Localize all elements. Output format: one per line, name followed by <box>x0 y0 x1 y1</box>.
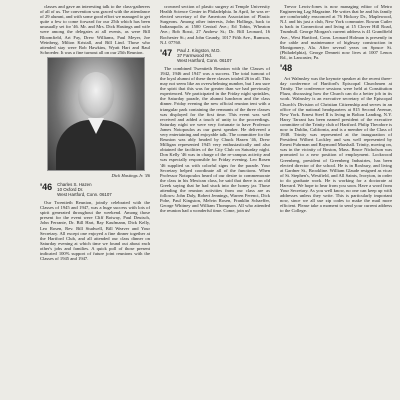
middle-column <box>160 4 270 396</box>
class-46-header <box>40 182 150 197</box>
class-year-46: '46 <box>40 182 53 193</box>
class-46-notes: Our Twentieth Reunion, jointly celebrated with the Classes of 1945 and 1947, was a huge success with lots of spirit generated throughout the weekend. Among those present for the event were Cliff Botway, Paul Deutsch, John Ferrante, Dr. Bill Hart, Ray Kaufmann, Dick Kelly, Leo Rosen, Rev. Bill Studwell, Bill Weaver and Your Secretary. All except one enjoyed a fine dinner together at the Hartford Club, and all attended our class dinner on Saturday evening at which time we found out about each other's jobs and families. A quick poll of those present indicated 100% support of future joint reunions with the Classes of 1945 and 1947. <box>40 200 150 262</box>
portrait-photo <box>47 57 145 171</box>
right-column <box>280 4 392 396</box>
class-45-notes: classes and gave an interesting talk to the class-gatherers of all of us. The convention was graced with the attendance of 29 alumni, and with some good effort we managed to get quite a few to come forward for our 25th which has been unusually set for '46. Mr. and Mrs. Dick Hastings and wife were among the delegates at all events, as were Bill Bloomfield, Art Fay, Drew Williams, Paul Meyer, Joe Weinberg, Milton Kristall, and Bill Lind. Those who attended stay were Bob Hawkins, Wyatt Hart and Raul Schroeder. It was a fine turnout all on our 25th Reunion. <box>40 4 150 55</box>
portrait-head <box>78 72 114 118</box>
address-line-1: 37 Farmwood Rd. <box>177 52 213 58</box>
secretary-name: Charles S. Hazen <box>57 182 92 188</box>
class-47-secretary-address <box>177 48 232 63</box>
class-46-notes-continued: crowned section of plastic surgery at Temple University Health Science Center in Philadelphia. In April, he was re-elected secretary of the American Association of Plastic Surgeons. Among other interests, John Hollings, back to Indianapolis at 1500 Central Ave.; Ed Tobin, Wheaton Ave.; Bob Rossi, 27 Andrew St.; Dr. Bill Leonard, 16 Rochester St.; and John Grundy, 1017 Fifth Ave., Rumson, N.J. 07760. <box>160 4 270 45</box>
class-year-48: '48 <box>280 63 293 74</box>
class-47-header <box>160 48 270 63</box>
class-47-notes-continued: Trevor Lewis-Jones is now managing editor of Metro Engineering Lag Magazine. He writes that he and his family are comfortably ensconced at 76 Hickory Dr., Maplewood, N.J. and his just a club, New York commuter. Rowan Cutler is back in Connecticut and living at 15 Clover Hill Road, Trumbull. George Morgan's current address is 41 Grandfield Ave., West Hartford, Conn. Leonard Holman is presently in the cable and maintenance of highway construction in Montgomery, Ala. After several years on Spruce St. (Philadelphia), George Dennett now lives at 1007 Lenox Rd., in Lancaster, Pa. <box>280 4 392 60</box>
address-line-1: 10 Oxford Dr. <box>57 187 84 193</box>
class-47-notes: The combined Twentieth Reunion with the Classes of 1942, 1946 and 1947 was a success. The total turnout of the loyal alumni of these three classes totaled 26 in all. This may not seem like an overwhelming number, but I am sure the spirit that this was far greater than we had previously experienced. We participated in the Friday night sprinkles, the Saturday parade, the alumni luncheon and the class dinner. Friday evening the new official reunion tent with a triangular park containing the remnants of the three classes was displayed for the first time. This event was well received and added a touch of unity to the proceedings. Saturday night we were very fortunate to have Professor James Notopoulos as our guest speaker. He delivered a very entertaining and enjoyable talk. The committee for the Reunion was ably headed by Chuck Hazen '46, Drew Milligan represented 1945 very enthusiastically and also obtained the facilities of the City Club on Saturday night. Don Kelly '46 was in charge of the re-campus activity and was especially responsible for Friday evening. Leo Rosen '46 supplied us with colorful signs for the parade. Your Secretary helped coordinate all of the functions. When Professor Notopoulos heard of our desire to commemorate the class in his Mexican class, he said that there is an old Greek saying that he had stuck into the honey jar. Those attending the reunion activities from our class are as follows: John Daly, Robert Jennings, Warren Ferenci, Dick Pohe, Paul Kingston, Melvin Rosen, Franklin Schaeffer, George Whitney and William Thompson. All who attended the reunion had a wonderful time. Come, join us! <box>160 65 270 214</box>
class-46-secretary-address <box>57 182 112 197</box>
class-48-notes: Art Walmsley was the keynote speaker at the recent three-day conference of Hartford's Episcopal Churchmen at Trinity. The conference sessions were held at Constitution Plaza, discussing how the Church can do a better job in its work. Walmsley is an executive secretary of the Episcopal Church's Division of Christian Citizenship and serves in an office of the national headquarters at 815 Second Avenue, New York. Ernest Steel II is living in Bolton Landing, N.Y. Harry Tarrant has been named president of the executive committee of the Trinity club of Hartford. Philip Theodore is now in Dublin, California, and is a member of the Class of 1948. Trinity was represented at the inauguration of President Wilbert Lockley and was well represented by Ernest Fuhrman and Raymond Marshall. Trinity, moving on, was in the vicinity of Boston, Mass. Bruce Nicholson was promoted to a new position of employment. Lockwood Greenberg, president of Greenberg Industries, has been elected director of the school. He is in Roxbury, and living at Gardner St., Brookline. William Glaude resigned as vicar of St. Stephen's, Westfield, and All Saints, Ivoryton, in order to do graduate work. He is working for a doctorate at Harvard. We hope to hear from you soon. Have a word from Your Secretary. As you well know, no one can keep up with addresses unless they write. This is particularly important now, since we all use zip codes to make the mail more efficient. Please take a moment to send your current address to the College. <box>280 76 392 214</box>
address-line-2: West Hartford, Conn. 06107 <box>57 192 112 198</box>
photo-caption: Dick Hastings Jr. '46 <box>111 172 150 178</box>
secretary-name: Paul J. Kingston, M.D. <box>177 47 221 53</box>
class-48-header <box>280 63 392 73</box>
address-line-2: West Hartford, Conn. 06107 <box>177 57 232 63</box>
class-year-47: '47 <box>160 47 173 58</box>
left-column <box>40 4 150 396</box>
